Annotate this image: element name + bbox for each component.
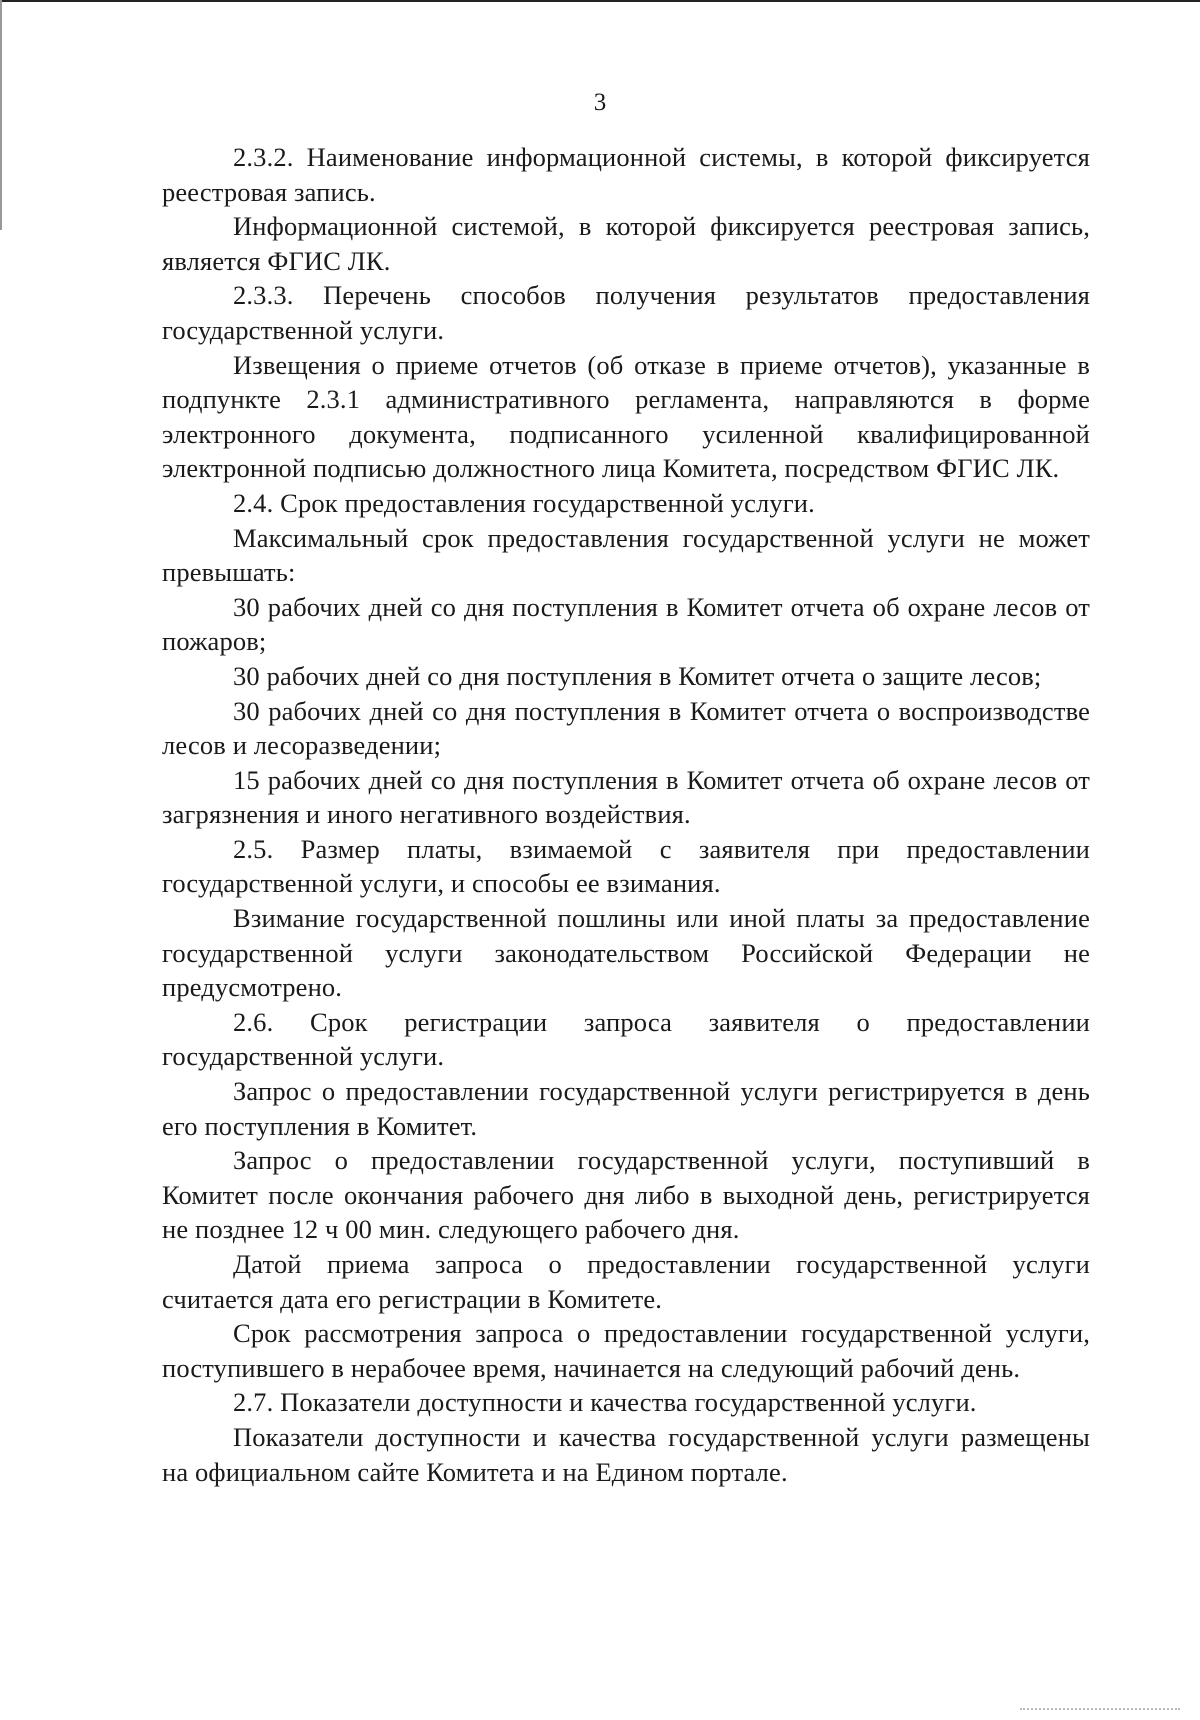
paragraph-max-term: Максимальный срок предоставления государственной услуги не может превышать:	[162, 522, 1090, 588]
scan-bottom-artifact	[1020, 1708, 1180, 1712]
document-body	[162, 140, 1090, 1489]
paragraph-2-3-2-heading: 2.3.2. Наименование информационной системы, в которой фиксируется реестровая запись.	[162, 142, 1090, 207]
paragraph-term-pollution: 15 рабочих дней со дня поступления в Комитет отчета об охране лесов от загрязнения и иного негативного воздействия.	[162, 764, 1090, 830]
paragraph-2-7-heading: 2.7. Показатели доступности и качества государственной услуги.	[233, 1387, 977, 1418]
page-number: 3	[593, 89, 607, 116]
paragraph-info-system: Информационной системой, в которой фиксируется реестровая запись, является ФГИС ЛК.	[162, 211, 1090, 276]
paragraph-2-6-heading: 2.6. Срок регистрации запроса заявителя о предоставлении государственной услуги.	[162, 1006, 1090, 1072]
paragraph-registration-day: Запрос о предоставлении государственной услуги регистрируется в день его поступления в Комитет.	[162, 1076, 1090, 1141]
paragraph-acceptance-date: Датой приема запроса о предоставлении государственной услуги считается дата его регистрации в Комитете.	[162, 1249, 1090, 1314]
scan-top-border	[0, 0, 1200, 2]
paragraph-review-start: Срок рассмотрения запроса о предоставлении государственной услуги, поступившего в нерабочее время, начинается на следующий рабочий день.	[162, 1318, 1090, 1383]
paragraph-2-5-heading: 2.5. Размер платы, взимаемой с заявителя при предоставлении государственной услуги, и способы ее взимания.	[162, 833, 1090, 899]
paragraph-notifications: Извещения о приеме отчетов (об отказе в приеме отчетов), указанные в подпункте 2.3.1 административного регламента, направляются в форме электронного документа, подписанного усиленной квалифицированной электронной подписью должностного лица Комитета, посредством ФГИС ЛК.	[162, 349, 1090, 484]
paragraph-2-3-3-heading: 2.3.3. Перечень способов получения результатов предоставления государственной услуги.	[162, 280, 1090, 345]
paragraph-quality-indicators: Показатели доступности и качества государственной услуги размещены на официальном сайте Комитета и на Едином портале.	[162, 1421, 1090, 1487]
paragraph-term-protection: 30 рабочих дней со дня поступления в Комитет отчета о защите лесов;	[233, 660, 1042, 691]
paragraph-term-fire: 30 рабочих дней со дня поступления в Комитет отчета об охране лесов от пожаров;	[162, 591, 1090, 657]
paragraph-registration-after-hours: Запрос о предоставлении государственной услуги, поступивший в Комитет после окончания рабочего дня либо в выходной день, регистрируется не позднее 12 ч 00 мин. следующего рабочего дня.	[162, 1145, 1090, 1245]
paragraph-term-reproduction: 30 рабочих дней со дня поступления в Комитет отчета о воспроизводстве лесов и лесоразведении;	[162, 695, 1090, 761]
paragraph-fee: Взимание государственной пошлины или иной платы за предоставление государственной услуги законодательством Российской Федерации не предусмотрено.	[162, 903, 1090, 1003]
paragraph-2-4-heading: 2.4. Срок предоставления государственной услуги.	[233, 487, 815, 518]
